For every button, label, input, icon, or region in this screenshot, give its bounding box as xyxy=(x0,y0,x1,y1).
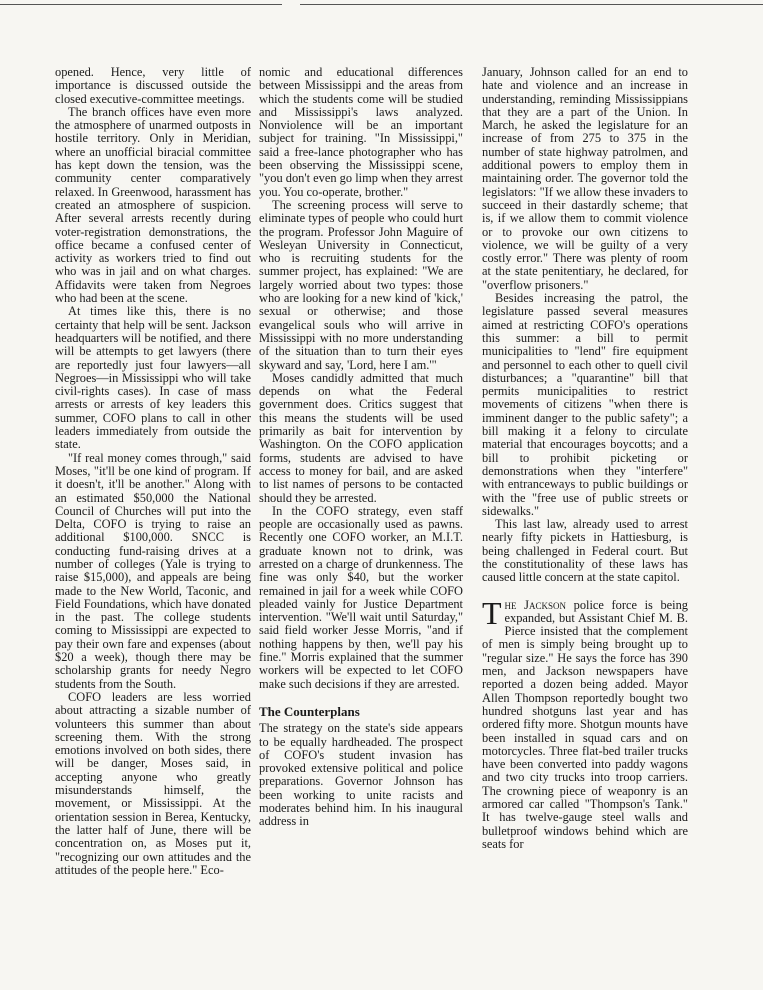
header-rule-right xyxy=(300,4,763,5)
paragraph: Moses candidly admitted that much depends on what the Federal government does. Critics suggest that this means the students will be used primarily as bait for intervention by Washington. On the COFO application forms, students are advised to have access to money for bail, and are asked to list names of persons to be contacted should they be arrested. xyxy=(259,370,463,505)
header-rule-left xyxy=(0,4,282,5)
paragraph: In the COFO strategy, even staff people are occasionally used as pawns. Recently one COFO worker, an M.I.T. graduate known not to drink, was arrested on a charge of drunkenness. The fine was only $40, but the worker remained in jail for a week while COFO pleaded vainly for Justice Department intervention. "We'll wait until Saturday," said field worker Jesse Morris, "and if nothing happens by then, we'll pay his fine." Morris explained that the summer workers will be expected to let COFO make such decisions if they are arrested. xyxy=(259,503,463,691)
column-1 xyxy=(55,66,251,877)
paragraph: opened. Hence, very little of importance is discussed outside the closed executive-committee meetings. xyxy=(55,65,251,106)
column-3 xyxy=(482,66,688,851)
lead-in: he Jackson xyxy=(504,597,566,612)
column-2 xyxy=(259,66,463,829)
section-heading: The Counterplans xyxy=(259,703,360,719)
paragraph: This last law, already used to arrest nearly fifty pickets in Hattiesburg, is being challenged in Federal court. But the constitutionality of these laws has caused little concern at the state capitol. xyxy=(482,517,688,585)
paragraph: January, Johnson called for an end to hate and violence and an increase in understanding, reminding Mississippians that they are a part of the Union. In March, he asked the legislature for an increase of from 275 to 375 in the number of state highway patrolmen, and additional powers to employ them in maintaining order. The governor told the legislators: "If we allow these invaders to succeed in their dastardly scheme; that is, if we allow them to commit violence or to provoke our own citizens to violence, we will be guilty of a very costly error." There was plenty of room at the state penitentiary, he declared, for "overflow prisoners." xyxy=(482,65,688,292)
drop-cap: T xyxy=(482,594,502,631)
paragraph: "If real money comes through," said Moses, "it'll be one kind of program. If it doesn't, it'll be another." Along with an estimated $50,000 the National Council of Churches will put into the Delta, COFO is trying to raise an additional $100,000. SNCC is conducting fund-raising drives at a number of colleges (Yale is trying to raise $15,000), and appeals are being made to the New World, Taconic, and Field Foundations, which have donated in the past. The college students coming to Mississippi are expected to pay their own fare and expenses (about $20 a week), though there may be scholarship grants for needy Negro students from the South. xyxy=(55,450,251,691)
paragraph: nomic and educational differences between Mississippi and the areas from which the students come will be studied and Mississippi's laws analyzed. Nonviolence will be an important subject for training. "In Mississippi," said a free-lance photographer who has been observing the Mississippi scene, "you don't even go limp when they arrest you. You co-operate, brother." xyxy=(259,65,463,199)
paragraph: COFO leaders are less worried about attracting a sizable number of volunteers this summer than about screening them. With the strong emotions involved on both sides, there will be danger, Moses said, in accepting anyone who greatly misunderstands himself, the movement, or Mississippi. At the orientation session in Berea, Kentucky, the latter half of June, there will be concentration on, as Moses put it, "recognizing our own attitudes and the attitudes of the people here." Eco- xyxy=(55,689,251,877)
paragraph-body: police force is being expanded, but Assistant Chief M. B. Pierce insisted that the complement of men is simply being brought up to "regular size." He says the force has 390 men, and Jackson newspapers have reported a dozen being added. Mayor Allen Thompson reportedly bought two hundred shotguns last year and has ordered fifty more. Shotgun mounts have been installed in squad cars and on motorcycles. Three flat-bed trailer trucks have been converted into paddy wagons and two city trucks into troop carriers. The crowning piece of weaponry is an armored car called "Thompson's Tank." It has twelve-gauge steel walls and bulletproof windows behind which are seats for xyxy=(482,597,688,851)
paragraph: Besides increasing the patrol, the legislature passed several measures aimed at restricting COFO's operations this summer: a bill to permit municipalities to "lend" fire equipment and personnel to each other to quell civil disturbances; a "quarantine" bill that permits municipalities to restrict movements of citizens "when there is imminent danger to the public safety"; a bill making it a felony to circulate material that encourages boycotts; and a bill to prohibit picketing or demonstrations when they "interfere" with entranceways to public buildings or with the "free use of public streets or sidewalks." xyxy=(482,291,688,518)
paragraph: The strategy on the state's side appears to be equally hardheaded. The prospect of COFO's student invasion has provoked extensive political and police preparations. Governor Johnson has been working to unite racists and moderates behind him. In his inaugural address in xyxy=(259,721,463,829)
paragraph-dropcap xyxy=(482,594,688,852)
paragraph: At times like this, there is no certainty that help will be sent. Jackson headquarters will be notified, and there will be attempts to get lawyers (there are reportedly just four lawyers—all Negroes—in Mississippi who will take civil-rights cases). In case of mass arrests or arrests of key leaders this summer, COFO plans to call in other leaders immediately from outside the state. xyxy=(55,304,251,452)
paragraph: The screening process will serve to eliminate types of people who could hurt the program. Professor John Maguire of Wesleyan University in Connecticut, who is recruiting students for the summer project, has explained: "We are largely worried about two types: those who are looking for a new kind of 'kick,' sexual or otherwise; and those evangelical souls who will arrive in Mississippi with no more understanding of the situation than to turn their eyes skyward and say, 'Lord, here I am.'" xyxy=(259,197,463,372)
paragraph: The branch offices have even more the atmosphere of unarmed outposts in hostile territory. Only in Meridian, where an unofficial biracial committee has kept down the tension, was the community center comparatively relaxed. In Greenwood, harassment has created an atmosphere of suspicion. After several arrests recently during voter-registration demonstrations, the office became a confused center of activity as workers tried to find out who was in jail and on what charges. Affidavits were taken from Negroes who had been at the scene. xyxy=(55,104,251,306)
